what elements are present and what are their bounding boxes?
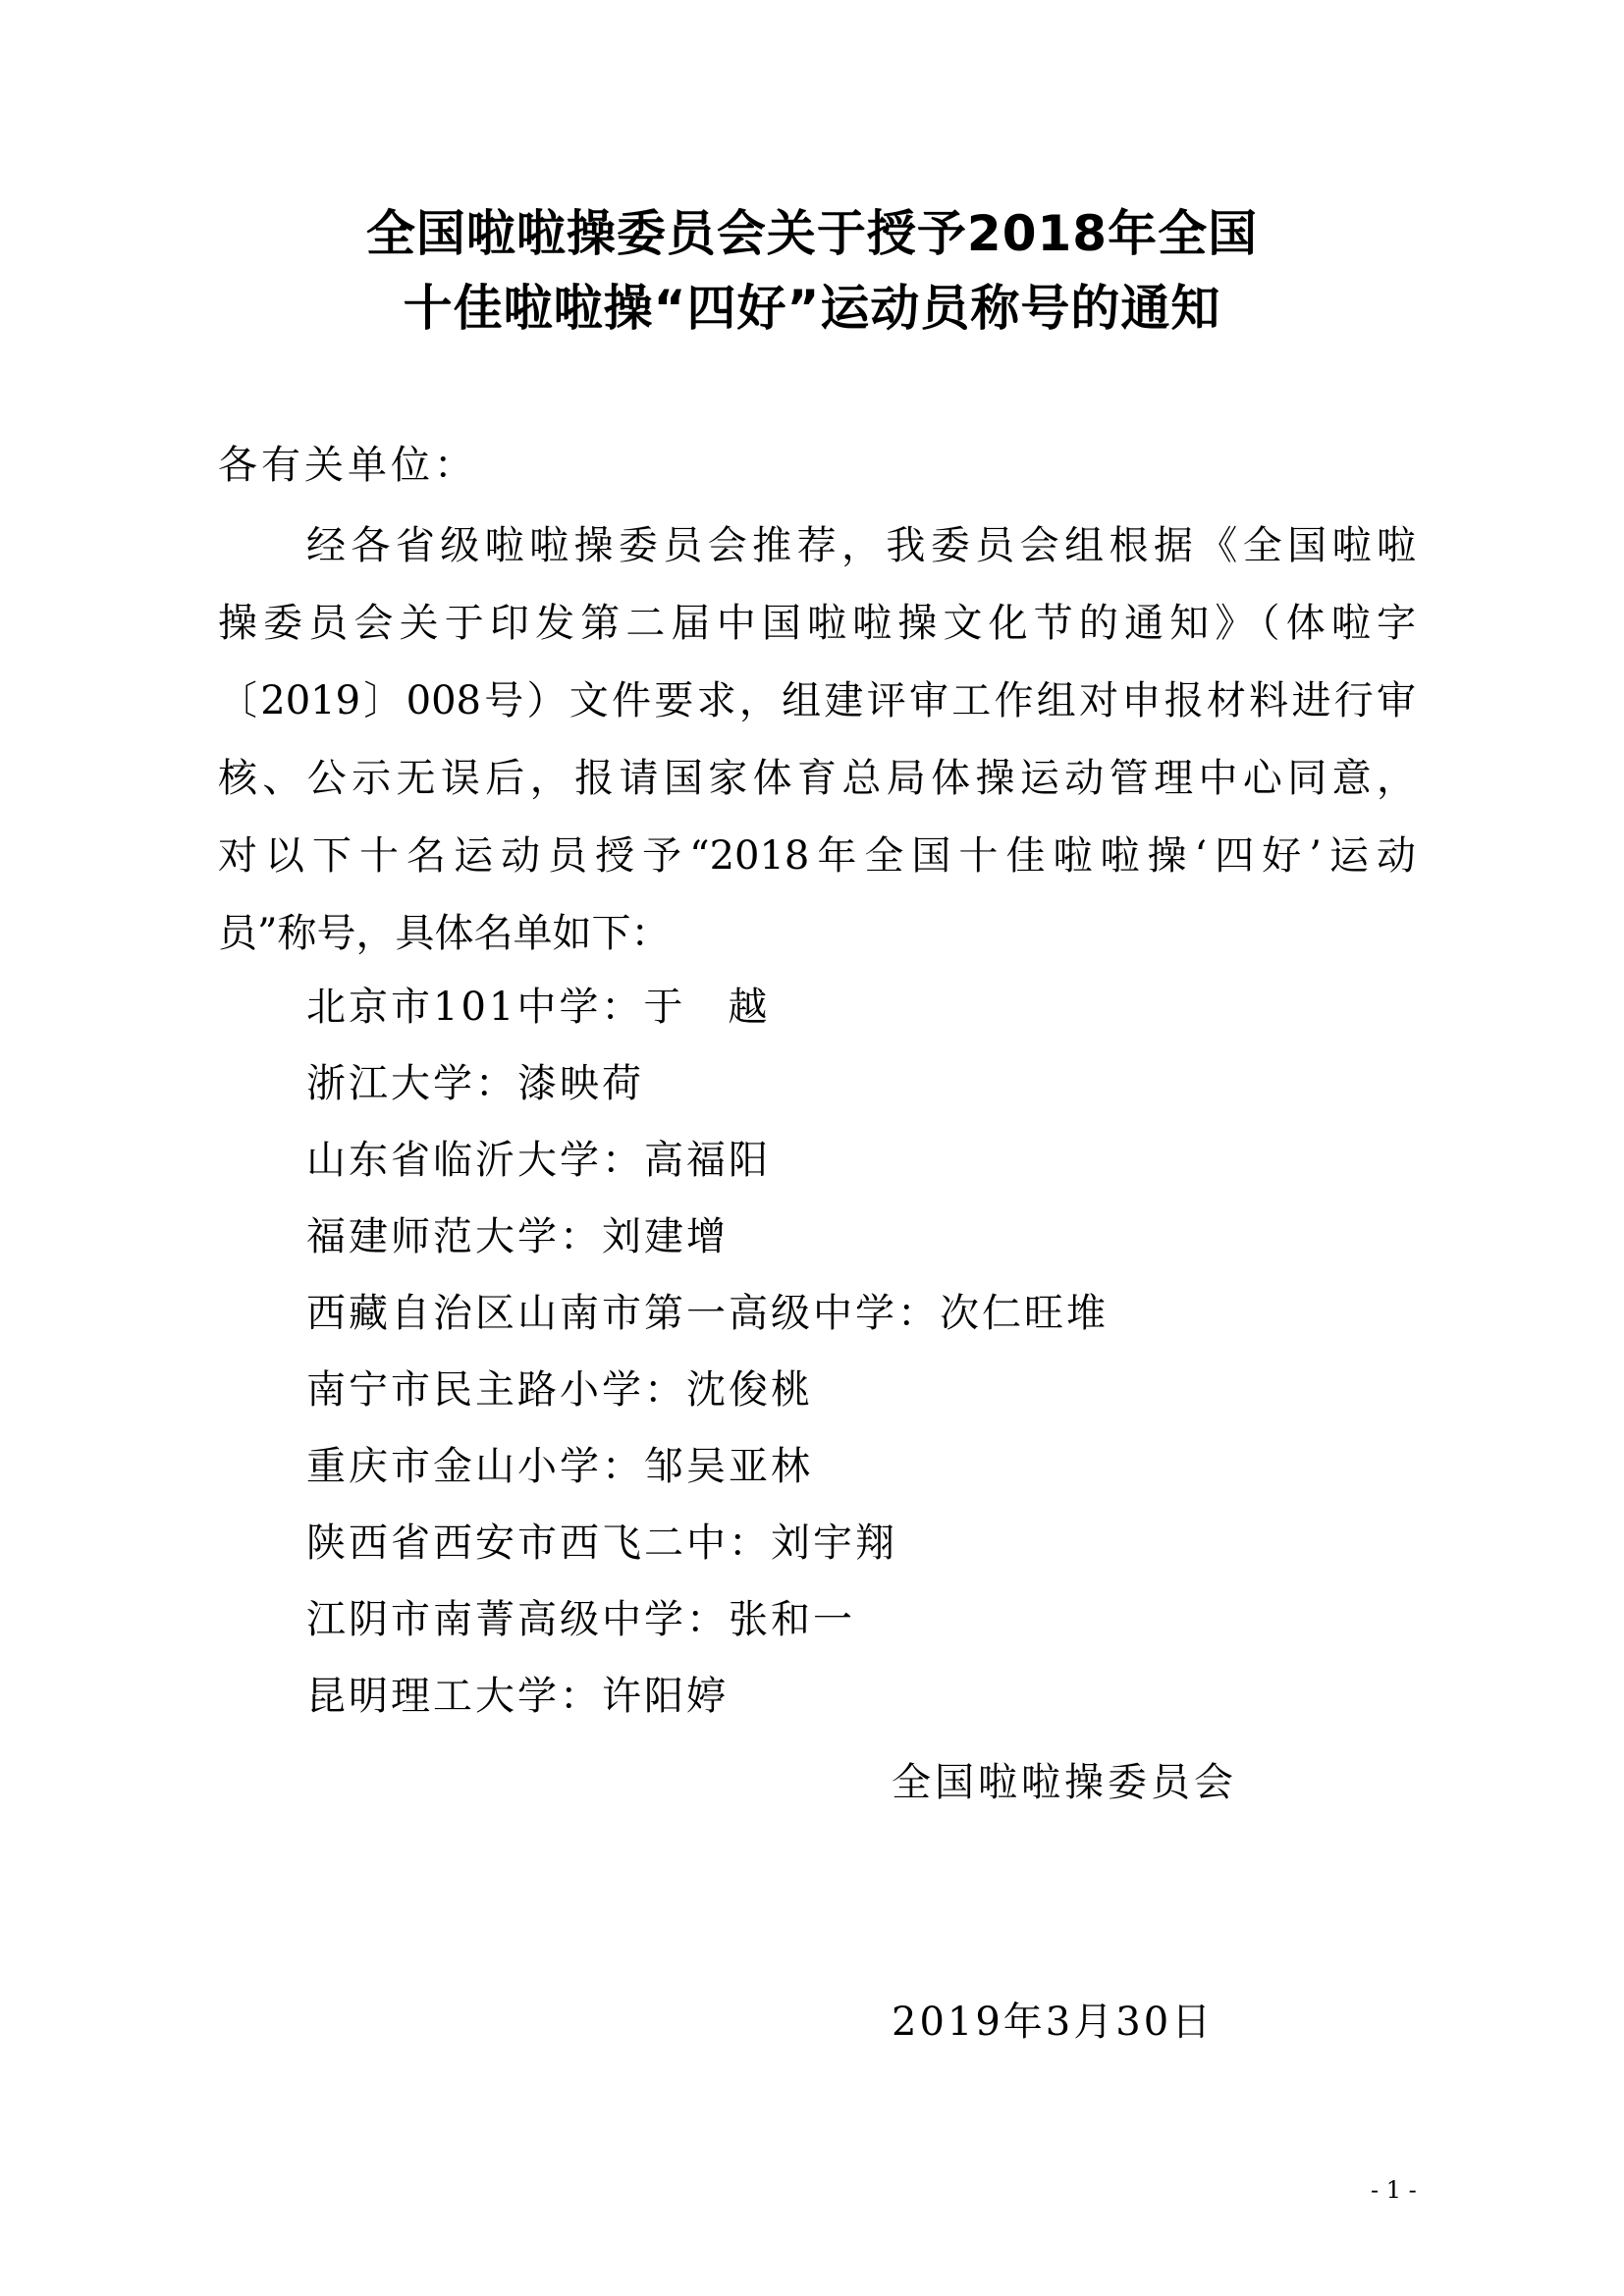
body-line: 对以下十名运动员授予“2018年全国十佳啦啦操‘四好’运动 [218,833,1416,879]
awardee-item: 福建师范大学：刘建增 [306,1214,729,1259]
signature-date: 2019年3月30日 [892,2000,1215,2045]
body-line: 经各省级啦啦操委员会推荐，我委员会组根据《全国啦啦 [306,523,1416,568]
document-title [0,196,1624,346]
title-line-2: 十佳啦啦操“四好”运动员称号的通知 [403,280,1221,337]
awardee-item: 江阴市南菁高级中学：张和一 [306,1597,855,1642]
body-line: 〔2019〕008号）文件要求，组建评审工作组对申报材料进行审 [218,678,1416,723]
awardee-item: 昆明理工大学：许阳婷 [306,1674,729,1719]
signature-organization: 全国啦啦操委员会 [892,1760,1237,1805]
body-line: 员”称号，具体名单如下： [218,911,671,956]
awardee-item: 浙江大学：漆映荷 [306,1061,644,1106]
awardee-item: 西藏自治区山南市第一高级中学：次仁旺堆 [306,1291,1109,1336]
awardee-item: 陕西省西安市西飞二中：刘宇翔 [306,1521,897,1566]
awardee-item: 山东省临沂大学：高福阳 [306,1138,771,1183]
salutation: 各有关单位： [218,443,477,488]
body-line: 操委员会关于印发第二届中国啦啦操文化节的通知》（体啦字 [218,601,1416,646]
body-line: 核、公示无误后，报请国家体育总局体操运动管理中心同意， [218,756,1416,801]
page-number: - 1 - [1371,2176,1417,2204]
awardee-item: 南宁市民主路小学：沈俊桃 [306,1367,813,1413]
awardee-list [306,982,1109,1747]
body-paragraph [218,520,1416,986]
awardee-item: 重庆市金山小学：邹吴亚林 [306,1444,813,1489]
awardee-item: 北京市101中学：于 越 [306,985,771,1030]
title-line-1: 全国啦啦操委员会关于授予2018年全国 [365,205,1259,262]
